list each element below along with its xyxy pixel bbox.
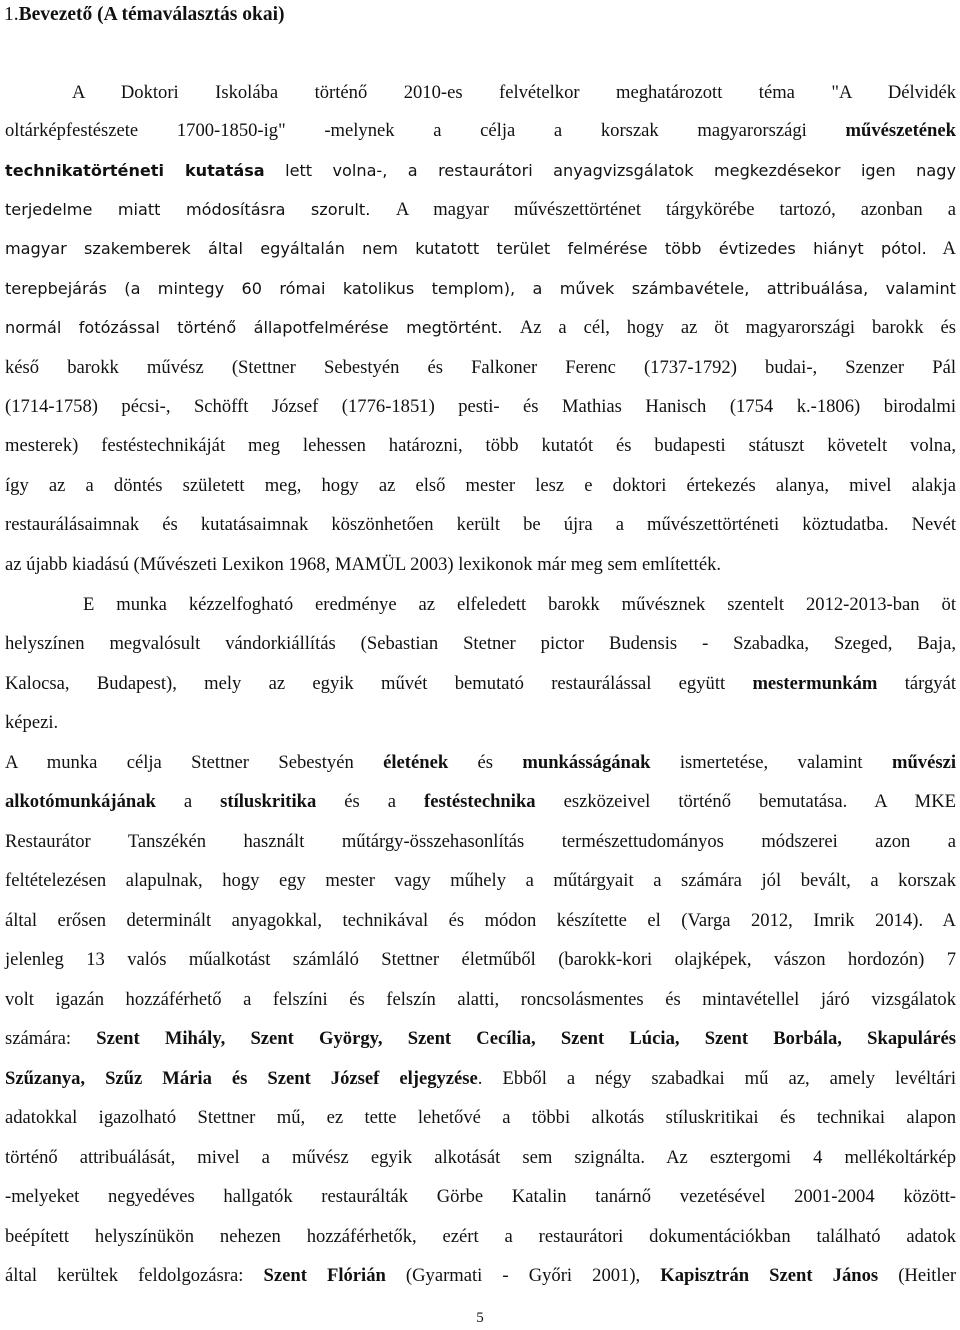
text-line bbox=[5, 469, 956, 503]
text-line bbox=[5, 193, 956, 227]
text-segment: magyar szakemberek által egyáltalán nem kutatott terület felmérése több évtizedes hiányt pótol. bbox=[5, 239, 927, 258]
text-line bbox=[5, 114, 956, 148]
text-segment: (Heitler bbox=[878, 1265, 957, 1286]
text-segment: volt igazán hozzáférhető a felszíni és felszín alatti, roncsolásmentes és mintavétellel járó vizsgálatok bbox=[5, 989, 956, 1010]
text-line bbox=[5, 1101, 956, 1135]
section-title: Bevezető (A témaválasztás okai) bbox=[18, 4, 285, 25]
text-segment: és a bbox=[316, 791, 425, 812]
text-line bbox=[5, 1062, 956, 1096]
text-line bbox=[5, 548, 956, 582]
text-segment: jelenleg 13 valós műalkotást számláló Stettner életműből (barokk-kori olajképek, vászon hordozón) 7 bbox=[5, 949, 956, 970]
text-line bbox=[5, 1141, 956, 1175]
text-line bbox=[72, 76, 956, 110]
text-segment: lett volna-, a restaurátori anyagvizsgálatok megkezdésekor igen nagy bbox=[264, 161, 956, 180]
text-segment: normál fotózással történő állapotfelmérése megtörtént. bbox=[5, 318, 520, 337]
text-line bbox=[83, 588, 956, 622]
text-segment: mesterek) festéstechnikáját meg lehessen határozni, több kutatót és budapesti státuszt követelt volna, bbox=[5, 435, 956, 456]
bold-text: Szent Mihály, Szent György, Szent Cecília, Szent Lúcia, Szent Borbála, Skapulárés bbox=[96, 1028, 957, 1049]
page-number: 5 bbox=[476, 1310, 484, 1326]
bold-text: stíluskritika bbox=[220, 791, 317, 812]
text-line bbox=[5, 311, 956, 345]
text-segment: által erősen determinált anyagokkal, technikával és módon készítette el (Varga 2012, Imrik 2014). A bbox=[5, 910, 956, 931]
text-segment: A magyar művészettörténet tárgykörébe tartozó, azonban a bbox=[395, 199, 956, 220]
text-segment: adatokkal igazolható Stettner mű, ez tette lehetővé a többi alkotás stíluskritikai és technikai alapon bbox=[5, 1107, 956, 1128]
text-segment: beépített helyszínükön nehezen hozzáférhetők, ezért a restaurátori dokumentációkban található adatok bbox=[5, 1226, 956, 1247]
bold-text: mestermunkám bbox=[752, 673, 878, 694]
text-line bbox=[5, 627, 956, 661]
text-segment: történő attribuálását, mivel a művész egyik alkotását sem szignálta. Az esztergomi 4 mellékoltárkép bbox=[5, 1147, 956, 1168]
text-line bbox=[5, 706, 956, 740]
text-line bbox=[5, 1022, 956, 1056]
text-segment: A bbox=[926, 238, 956, 259]
text-segment: terjedelme miatt módosításra szorult. bbox=[5, 200, 396, 219]
text-segment: számára: bbox=[5, 1028, 97, 1049]
text-segment: helyszínen megvalósult vándorkiállítás (Sebastian Stetner pictor Budensis - Szabadka, Szeged, Baja, bbox=[5, 633, 956, 654]
text-line bbox=[5, 508, 956, 542]
text-segment: A munka célja Stettner Sebestyén bbox=[5, 752, 384, 773]
text-segment: feltételezésen alapulnak, hogy egy mester vagy műhely a műtárgyait a számára jól bevált, a korszak bbox=[5, 870, 956, 891]
text-line bbox=[5, 272, 956, 306]
text-segment: tárgyát bbox=[877, 673, 956, 694]
text-line bbox=[5, 983, 956, 1017]
text-segment: (1714-1758) pécsi-, Schöfft József (1776-1851) pesti- és Mathias Hanisch (1754 k.-1806) birodalmi bbox=[5, 396, 956, 417]
text-line bbox=[5, 785, 956, 819]
text-segment: a bbox=[155, 791, 221, 812]
text-segment: terepbejárás (a mintegy 60 római katolikus templom), a művek számbavétele, attribuálása, valamint bbox=[5, 279, 956, 298]
text-line bbox=[5, 825, 956, 859]
text-line bbox=[5, 1180, 956, 1214]
bold-text: Kapisztrán Szent János bbox=[660, 1265, 879, 1286]
bold-text: festéstechnika bbox=[424, 791, 536, 812]
text-segment: Az a cél, hogy az öt magyarországi barokk és bbox=[519, 317, 956, 338]
text-line bbox=[5, 1220, 956, 1254]
text-segment: oltárképfestészete 1700-1850-ig" -melynek a célja a korszak magyarországi bbox=[5, 120, 846, 141]
text-segment: A Doktori Iskolába történő 2010-es felvételkor meghatározott téma "A Délvidék bbox=[72, 82, 956, 103]
bold-text: életének bbox=[383, 752, 449, 773]
text-line bbox=[5, 351, 956, 385]
text-segment: Restaurátor Tanszékén használt műtárgy-összehasonlítás természettudományos módszerei azon a bbox=[5, 831, 956, 852]
text-segment: késő barokk művész (Stettner Sebestyén és Falkoner Ferenc (1737-1792) budai-, Szenzer Pál bbox=[5, 357, 956, 378]
text-segment: és bbox=[448, 752, 523, 773]
text-line bbox=[5, 154, 956, 188]
text-segment: Kalocsa, Budapest), mely az egyik művét bemutató restaurálással együtt bbox=[5, 673, 753, 694]
text-segment: -melyeket negyedéves hallgatók restaurálták Görbe Katalin tanárnő vezetésével 2001-2004 között- bbox=[5, 1186, 956, 1207]
section-heading bbox=[4, 0, 285, 30]
text-line bbox=[5, 904, 956, 938]
text-segment: (Gyarmati - Győri 2001), bbox=[385, 1265, 661, 1286]
text-line bbox=[5, 232, 956, 266]
text-line bbox=[5, 390, 956, 424]
text-segment: restaurálásaimnak és kutatásaimnak köszönhetően került be újra a művészettörténeti köztudatba. Nevét bbox=[5, 514, 956, 535]
text-segment: így az a döntés született meg, hogy az első mester lesz e doktori értekezés alanya, mivel alakja bbox=[5, 475, 956, 496]
text-segment: E munka kézzelfogható eredménye az elfeledett barokk művésznek szentelt 2012-2013-ban öt bbox=[83, 594, 956, 615]
text-line bbox=[5, 864, 956, 898]
bold-text: alkotómunkájának bbox=[5, 791, 156, 812]
text-line bbox=[5, 667, 956, 701]
text-line bbox=[5, 1259, 956, 1293]
bold-text: Szent Flórián bbox=[263, 1265, 386, 1286]
bold-text: művészetének bbox=[845, 120, 956, 141]
text-segment: ismertetése, valamint bbox=[650, 752, 892, 773]
bold-text: munkásságának bbox=[522, 752, 651, 773]
text-line bbox=[5, 746, 956, 780]
text-segment: . Ebből a négy szabadkai mű az, amely levéltári bbox=[477, 1068, 956, 1089]
bold-text: technikatörténeti kutatása bbox=[5, 161, 265, 180]
text-segment: az újabb kiadású (Művészeti Lexikon 1968, MAMÜL 2003) lexikonok már meg sem említették. bbox=[5, 554, 722, 575]
bold-text: művészi bbox=[891, 752, 956, 773]
section-number: 1. bbox=[4, 4, 19, 25]
text-segment: eszközeivel történő bemutatása. A MKE bbox=[535, 791, 956, 812]
text-segment: képezi. bbox=[5, 712, 59, 733]
text-segment: által kerültek feldolgozásra: bbox=[5, 1265, 264, 1286]
text-line bbox=[5, 943, 956, 977]
bold-text: Szűzanya, Szűz Mária és Szent József eljegyzése bbox=[5, 1068, 478, 1089]
text-line bbox=[5, 429, 956, 463]
